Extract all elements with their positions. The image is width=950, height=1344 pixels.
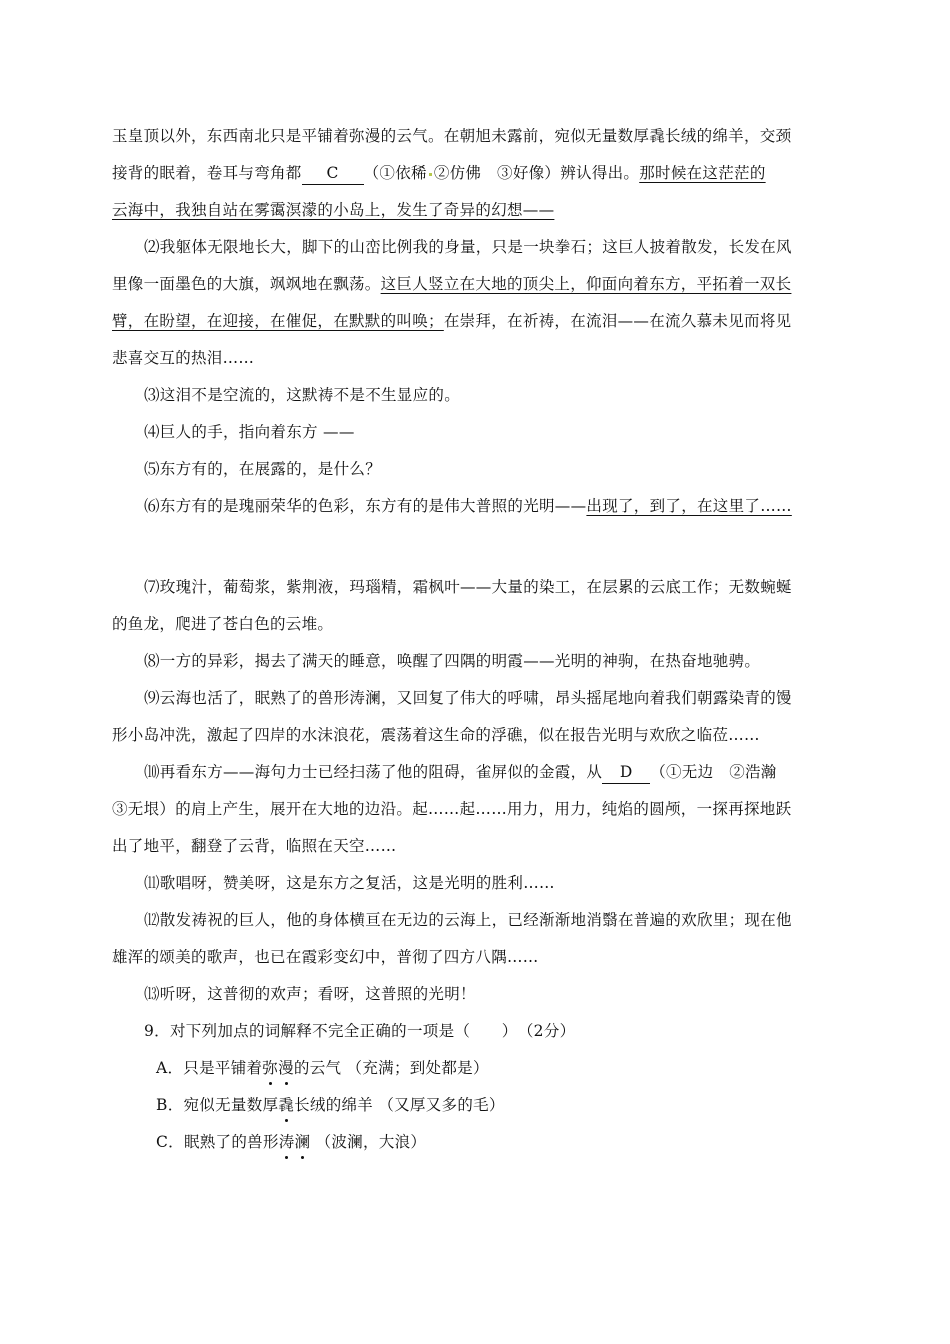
para1-line2 [112,155,838,192]
answer-blank-1: C [302,162,364,185]
dotted-word: 毳 [278,1087,294,1124]
text: ⑹东方有的是瑰丽荣华的色彩，东方有的是伟大普照的光明—— [144,497,587,515]
choice-text: 长绒的绵羊 （又厚又多的毛） [294,1096,505,1114]
choice-a [112,1050,838,1087]
question-stem: 9．对下列加点的词解释不完全正确的一项是（ ） （2分） [144,1022,576,1040]
choice-label: B．宛似无量数厚 [156,1096,279,1114]
choice-label: C．眠熟了的兽形 [156,1133,279,1151]
underlined-text: 臂，在盼望，在迎接，在催促，在默默的叫唤； [112,312,444,330]
para1-line1: 玉皇顶以外，东西南北只是平铺着弥漫的云气。在朝旭未露前，宛似无量数厚毳长绒的绵羊，交颈 [112,127,792,145]
para11: ⑾歌唱呀，赞美呀，这是东方之复活，这是光明的胜利…… [144,874,555,892]
para10-line1 [112,754,838,791]
para4: ⑷巨人的手，指向着东方 —— [144,423,355,441]
text: 在崇拜，在祈祷，在流泪——在流久慕未见而将见 [443,312,792,330]
para5: ⑸东方有的，在展露的，是什么？ [144,460,382,478]
choice-text: （波澜，大浪） [310,1133,427,1151]
choice-label: A．只是平铺着 [156,1059,263,1077]
underlined-text: 出现了，到了，在这里了…… [586,497,792,515]
spacer [112,525,838,569]
options-text: （①依稀 [363,164,427,182]
para13: ⒀听呀，这普彻的欢声；看呀，这普照的光明！ [144,985,476,1003]
para2-line2 [112,266,838,303]
para7-line2: 的鱼龙，爬进了苍白色的云堆。 [112,615,334,633]
para9-line2: 形小岛冲洗，激起了四岸的水沫浪花，震荡着这生命的浮礁，似在报告光明与欢欣之临莅…… [112,726,760,744]
mark-dot [429,173,432,176]
para9-line1: ⑼云海也活了，眠熟了的兽形涛澜，又回复了伟大的呼啸，昂头摇尾地向着我们朝露染青的馒 [144,689,792,707]
para10-line3: 出了地平，翻登了云背，临照在天空…… [112,837,397,855]
underlined-text: 那时候在这茫茫的 [639,164,766,182]
dotted-word: 澜 [295,1124,311,1161]
text: 里像一面墨色的大旗，飒飒地在飘荡。 [112,275,381,293]
para2-line1: ⑵我躯体无限地长大，脚下的山峦比例我的身量，只是一块拳石；这巨人披着散发，长发在风 [144,238,792,256]
document-page [112,118,838,1161]
choice-c [112,1124,838,1161]
para1-line3 [112,192,838,229]
choice-text: 的云气 （充满；到处都是） [293,1059,489,1077]
para2-line3 [112,303,838,340]
text: 接背的眠着，卷耳与弯角都 [112,164,302,182]
dotted-word: 漫 [278,1050,294,1087]
para6 [112,488,838,525]
dotted-word: 涛 [279,1124,295,1161]
choice-b [112,1087,838,1124]
para3: ⑶这泪不是空流的，这默祷不是不生显应的。 [144,386,461,404]
underlined-text: 这巨人竖立在大地的顶尖上，仰面向着东方，平拓着一双长 [380,275,792,293]
para12-line2: 雄浑的颂美的歌声，也已在霞彩变幻中，普彻了四方八隅…… [112,948,539,966]
options-text: （①无边 ②浩瀚 [650,763,777,781]
para2-line4: 悲喜交互的热泪…… [112,349,255,367]
dotted-word: 弥 [262,1050,278,1087]
para12-line1: ⑿散发祷祝的巨人，他的身体横亘在无边的云海上，已经渐渐地消翳在普遍的欢欣里；现在他 [144,911,792,929]
options-text: ②仿佛 ③好像）辨认得出。 [433,164,640,182]
underlined-text: 云海中，我独自站在雾霭溟濛的小岛上，发生了奇异的幻想—— [112,201,555,219]
answer-blank-2: D [602,761,650,784]
text: ⑽再看东方——海句力士已经扫荡了他的阻碍，雀屏似的金霞，从 [144,763,603,781]
para8: ⑻一方的异彩，揭去了满天的睡意，唤醒了四隅的明霞——光明的神驹，在热奋地驰骋。 [144,652,761,670]
para10-line2: ③无垠）的肩上产生，展开在大地的边沿。起……起……用力，用力，纯焰的圆颅，一探再探地跃 [112,800,792,818]
para7-line1: ⑺玫瑰汁，葡萄浆，紫荆液，玛瑙精，霜枫叶——大量的染工，在层累的云底工作；无数蜿蜒 [144,578,792,596]
